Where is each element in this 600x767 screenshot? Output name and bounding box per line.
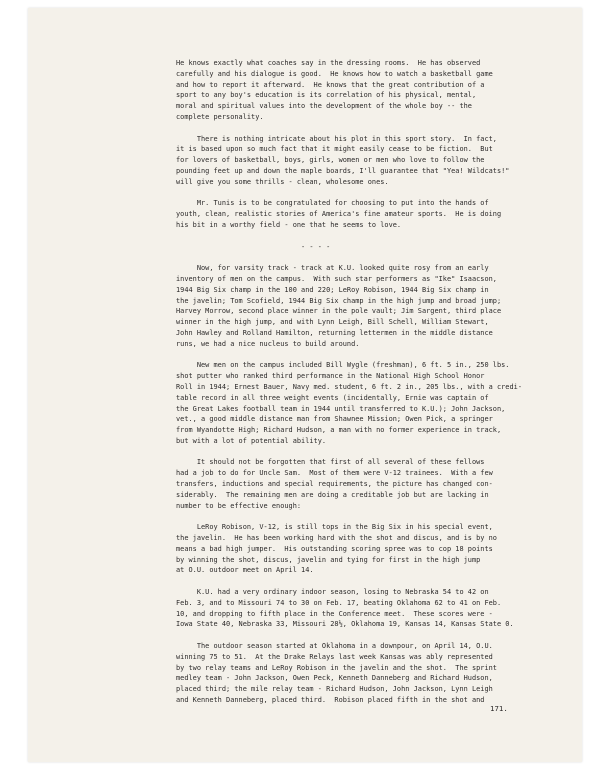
paragraph (176, 198, 596, 230)
text-line: by winning the shot, discus, javelin and tying for first in the high jump (176, 555, 481, 564)
paragraph-gap (176, 630, 596, 641)
text-line: Now, for varsity track - track at K.U. looked quite rosy from an early (176, 264, 489, 273)
text-line: and how to report it afterward. He knows that the great contribution of a (176, 80, 485, 89)
text-line: Iowa State 40, Nebraska 33, Missouri 28½, Oklahoma 19, Kansas 14, Kansas State 0. (176, 620, 514, 629)
paragraph (176, 587, 596, 630)
paragraph-gap (176, 576, 596, 587)
paragraph (176, 58, 596, 123)
text-line: will give you some thrills - clean, wholesome ones. (176, 177, 389, 186)
text-line: It should not be forgotten that first of all several of these fellows (176, 458, 485, 467)
text-line: Mr. Tunis is to be congratulated for choosing to put into the hands of (176, 199, 489, 208)
text-line: medley team - John Jackson, Owen Peck, Kenneth Danneberg and Richard Hudson, (176, 674, 493, 683)
paragraph (176, 242, 596, 253)
paragraph (176, 641, 596, 706)
text-line: the javelin. He has been working hard with the shot and discus, and is by no (176, 534, 497, 543)
text-line: Roll in 1944; Ernest Bauer, Navy med. student, 6 ft. 2 in., 205 lbs., with a credi- (176, 382, 522, 391)
text-line: the javelin; Tom Scofield, 1944 Big Six champ in the high jump and broad jump; (176, 296, 502, 305)
text-line: He knows exactly what coaches say in the dressing rooms. He has observed (176, 59, 481, 67)
text-line: and Kenneth Danneberg, placed third. Robison placed fifth in the shot and (176, 696, 485, 705)
text-line: sport to any boy's education is its correlation of his physical, mental, (176, 91, 477, 100)
text-line: had a job to do for Uncle Sam. Most of them were V-12 trainees. With a few (176, 469, 493, 478)
paragraph (176, 457, 596, 511)
paragraph-gap (176, 447, 596, 458)
text-line: inventory of men on the campus. With such star performers as "Ike" Isaacson, (176, 274, 497, 283)
paragraph (176, 360, 596, 446)
text-line: moral and spiritual values into the development of the whole boy -- the (176, 102, 472, 111)
text-line: New men on the campus included Bill Wygle (freshman), 6 ft. 5 in., 250 lbs. (176, 361, 510, 370)
paragraph-gap (176, 123, 596, 134)
text-line: number to be effective enough: (176, 501, 302, 510)
text-line: from Wyandotte High; Richard Hudson, a man with no former experience in track, (176, 426, 502, 435)
paragraph-gap (176, 231, 596, 242)
page-number: 171. (490, 704, 508, 713)
paragraph (176, 522, 596, 576)
text-line: table record in all three weight events (incidentally, Ernie was captain of (176, 393, 489, 402)
text-line: John Hawley and Rolland Hamilton, returning lettermen in the middle distance (176, 328, 493, 337)
paragraph-gap (176, 188, 596, 199)
text-line: but with a lot of potential ability. (176, 436, 327, 445)
document-page (28, 8, 582, 762)
text-line: shot putter who ranked third performance in the National High School Honor (176, 372, 485, 381)
text-line: The outdoor season started at Oklahoma in a downpour, on April 14, O.U. (176, 642, 493, 651)
paragraph-gap (176, 350, 596, 361)
text-line: Harvey Morrow, second place winner in the pole vault; Jim Sargent, third place (176, 307, 502, 316)
text-line: LeRoy Robison, V-12, is still tops in the Big Six in his special event, (176, 523, 493, 532)
text-line: means a bad high jumper. His outstanding scoring spree was to cop 18 points (176, 544, 493, 553)
text-line: complete personality. (176, 112, 264, 121)
paragraph-gap (176, 511, 596, 522)
text-line: transfers, inductions and special requirements, the picture has changed con- (176, 480, 493, 489)
text-line: There is nothing intricate about his plot in this sport story. In fact, (176, 134, 497, 143)
text-line: carefully and his dialogue is good. He knows how to watch a basketball game (176, 69, 493, 78)
text-line: - - - - (176, 242, 331, 251)
text-line: for lovers of basketball, boys, girls, women or men who love to follow the (176, 156, 485, 165)
text-line: pounding feet up and down the maple boards, I'll guarantee that "Yea! Wildcats!" (176, 166, 510, 175)
text-line: his bit in a worthy field - one that he seems to love. (176, 220, 402, 229)
text-line: winning 75 to 51. At the Drake Relays last week Kansas was ably represented (176, 652, 493, 661)
text-line: K.U. had a very ordinary indoor season, losing to Nebraska 54 to 42 on (176, 588, 489, 597)
text-line: runs, we had a nice nucleus to build around. (176, 339, 360, 348)
text-line: 1944 Big Six champ in the 100 and 220; LeRoy Robison, 1944 Big Six champ in (176, 285, 489, 294)
text-line: at O.U. outdoor meet on April 14. (176, 566, 314, 575)
text-line: winner in the high jump, and with Lynn Leigh, Bill Schell, William Stewart, (176, 318, 489, 327)
body-text (176, 58, 596, 706)
text-line: the Great Lakes football team in 1944 until transferred to K.U.); John Jackson, (176, 404, 506, 413)
text-line: it is based upon so much fact that it might easily cease to be fiction. But (176, 145, 493, 154)
paragraph (176, 134, 596, 188)
text-line: placed third; the mile relay team - Richard Hudson, John Jackson, Lynn Leigh (176, 685, 493, 694)
text-line: siderably. The remaining men are doing a creditable job but are lacking in (176, 490, 489, 499)
text-line: 10, and dropping to fifth place in the Conference meet. These scores were - (176, 609, 493, 618)
text-line: Feb. 3, and to Missouri 74 to 30 on Feb. 17, beating Oklahoma 62 to 41 on Feb. (176, 598, 502, 607)
text-line: by two relay teams and LeRoy Robison in the javelin and the shot. The sprint (176, 663, 497, 672)
text-line: vet., a good middle distance man from Shawnee Mission; Owen Pick, a springer (176, 415, 493, 424)
paragraph-gap (176, 252, 596, 263)
text-line: youth, clean, realistic stories of America's fine amateur sports. He is doing (176, 210, 502, 219)
paragraph (176, 263, 596, 349)
